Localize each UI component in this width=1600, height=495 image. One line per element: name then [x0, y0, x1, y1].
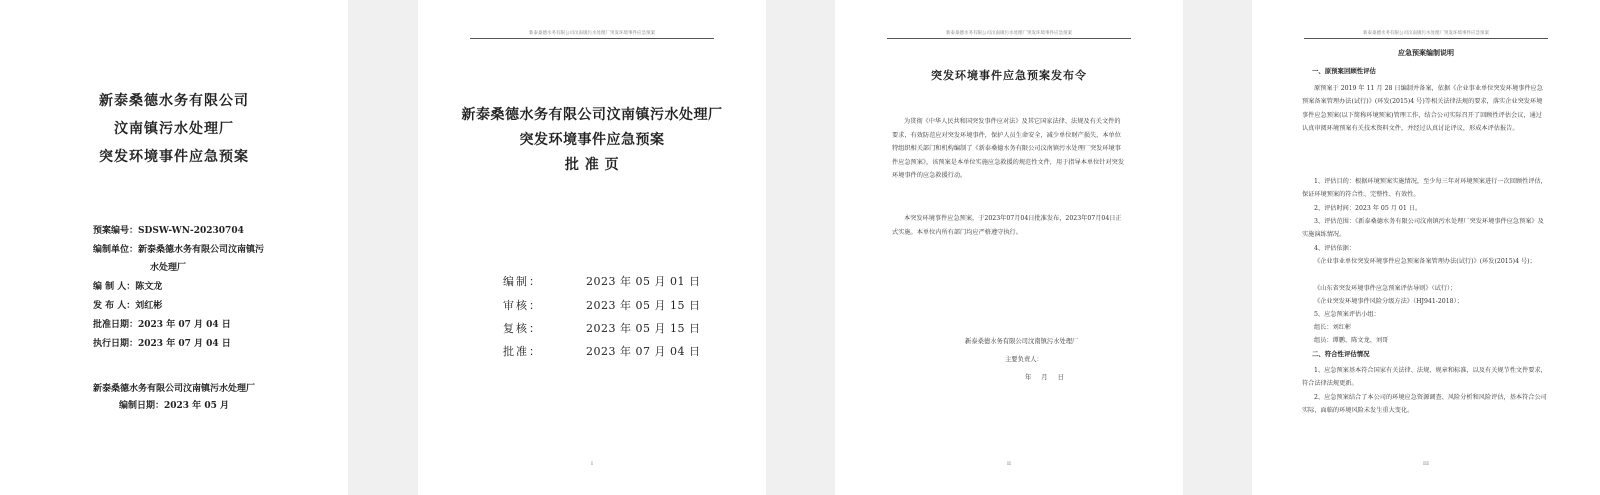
meta-plan-number: 预案编号：SDSW-WN-20230704	[93, 226, 244, 236]
cover-footer-org: 新泰桑德水务有限公司汶南镇污水处理厂	[92, 384, 255, 394]
signoff-label-approve: 批准：	[503, 345, 542, 358]
signoff-date-recheck: 2023 年 05 月 15 日	[586, 322, 701, 335]
page-number: I	[591, 461, 593, 467]
page-number: II	[1007, 461, 1011, 467]
page-header-rule	[470, 38, 714, 39]
release-sign-person: 主要负责人：	[1005, 356, 1043, 363]
meta-effective-date: 执行日期：2023 年 07 月 04 日	[93, 339, 231, 349]
cover-footer-date: 编制日期：2023 年 05 月	[119, 401, 229, 411]
page-header-text: 新泰桑德水务有限公司汶南镇污水处理厂突发环境事件应急预案	[946, 31, 1072, 36]
page-header-rule	[887, 38, 1131, 39]
notes-paragraph-2b: 2、应急预案结合了本公司的环境应急资源调查、风险分析和风险评估，基本符合公司实际，面临的环境风险未发生重大变化。	[1302, 394, 1547, 415]
notes-item-1: 1、评估目的：根据环境预案实施情况，至少每三年对环境预案进行一次回顾性评估，保证环境预案的符合性、完整性、有效性。	[1302, 178, 1547, 199]
meta-compiler-unit-cont: 水处理厂	[150, 263, 187, 273]
notes-item-5: 5、应急预案评估小组：	[1314, 311, 1380, 318]
notes-section-2-heading: 二、符合性评估情况	[1312, 350, 1370, 358]
notes-item-2: 2、评估时间：2023 年 05 月 01 日。	[1314, 205, 1422, 212]
page-header-text: 新泰桑德水务有限公司汶南镇污水处理厂突发环境事件应急预案	[1363, 31, 1489, 36]
meta-compiler: 编 制 人：陈文龙	[93, 282, 163, 292]
release-order-title: 突发环境事件应急预案发布令	[931, 69, 1087, 82]
notes-paragraph-1: 原预案于 2019 年 11 月 28 日编制并备案，依据《企业事业单位突发环境事件应急预案备案管理办法(试行)》(环发(2015)4 号)等相关法律法规的要求，落实企业突发环境事件应急预案(以下简称环境预案)管理工作，结合公司实际召开了回顾性评估会议，通过认真审阅环境预案有关技术资料文件，并经过认真讨论评议，形成本评估报告。	[1302, 85, 1543, 132]
notes-ref-3: 《企业突发环境事件风险分级方法》（HJ941-2018）；	[1314, 298, 1463, 305]
release-order-paragraph-1: 为贯彻《中华人民共和国突发事件应对法》及其它国家法律、法规及有关文件的要求，有效防范应对突发环境事件，保护人员生命安全，减少单位财产损失，本单位特组织相关部门和机构编制了《新泰桑德水务有限公司汶南镇污水处理厂突发环境事件应急预案》，该预案是本单位实施应急救援的规范性文件，用于指导本单位针对突发环境事件的应急救援行动。	[892, 118, 1125, 179]
approval-title-line-1: 新泰桑德水务有限公司汶南镇污水处理厂	[461, 107, 723, 123]
notes-ref-1: 《企业事业单位突发环境事件应急预案备案管理办法(试行)》(环发(2015)4 号)；	[1314, 258, 1536, 265]
page-header-text: 新泰桑德水务有限公司汶南镇污水处理厂突发环境事件应急预案	[529, 31, 655, 36]
document-page-cover	[0, 0, 348, 495]
meta-compiler-unit: 编制单位：新泰桑德水务有限公司汶南镇污	[93, 245, 265, 255]
notes-title: 应急预案编制说明	[1398, 48, 1454, 57]
document-page-approval	[418, 0, 766, 495]
release-sign-org: 新泰桑德水务有限公司汶南镇污水处理厂	[965, 338, 1079, 345]
cover-title-line-1: 新泰桑德水务有限公司	[99, 93, 249, 109]
signoff-label-compile: 编制：	[503, 275, 542, 288]
notes-paragraph-2a: 1、应急预案基本符合国家有关法律、法规、规章和标准，以及有关规节性文件要求，符合法律法规更新。	[1302, 367, 1547, 388]
notes-item-4: 4、评估依据：	[1314, 245, 1356, 252]
release-order-paragraph-2: 本突发环境事件应急预案，于2023年07月04日批准发布，2023年07月04日正式实施。本单位内所有部门均应严格遵守执行。	[892, 215, 1122, 236]
meta-publisher: 发 布 人：刘红彬	[93, 301, 163, 311]
signoff-label-recheck: 复核：	[503, 322, 542, 335]
notes-members: 组员：谭鹏、陈文龙、刘哥	[1314, 337, 1389, 344]
document-page-compilation-notes	[1252, 0, 1600, 495]
signoff-date-compile: 2023 年 05 月 01 日	[586, 275, 701, 288]
notes-section-1-heading: 一、原预案回顾性评估	[1312, 67, 1376, 75]
notes-ref-2: 《山东省突发环境事件应急预案评估导则》（试行）；	[1314, 285, 1457, 292]
approval-title-line-2: 突发环境事件应急预案	[519, 132, 665, 148]
release-sign-date: 年 月 日	[1025, 374, 1064, 381]
signoff-date-review: 2023 年 05 月 15 日	[586, 299, 701, 312]
approval-title-line-3: 批 准 页	[564, 157, 620, 173]
page-number: III	[1423, 461, 1429, 467]
meta-approval-date: 批准日期：2023 年 07 月 04 日	[93, 320, 231, 330]
notes-item-3: 3、评估范围：《新泰桑德水务有限公司汶南镇污水处理厂突发环境事件应急预案》及实施演练情况。	[1302, 218, 1544, 239]
signoff-label-review: 审核：	[503, 299, 542, 312]
document-page-release-order	[835, 0, 1183, 495]
cover-title-line-3: 突发环境事件应急预案	[99, 149, 249, 165]
notes-leader: 组长：刘红彬	[1314, 324, 1352, 331]
signoff-date-approve: 2023 年 07 月 04 日	[586, 345, 701, 358]
page-header-rule	[1304, 38, 1548, 39]
cover-title-line-2: 汶南镇污水处理厂	[114, 121, 234, 137]
